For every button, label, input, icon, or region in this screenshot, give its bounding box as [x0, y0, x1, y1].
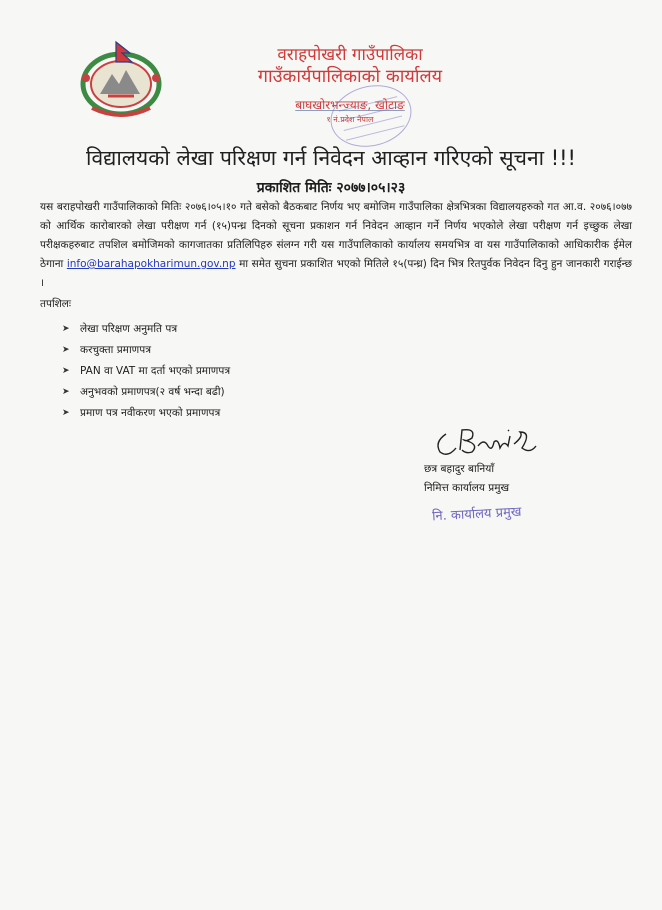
- arrow-bullet-icon: ➤: [62, 386, 70, 397]
- arrow-bullet-icon: ➤: [62, 407, 70, 418]
- office-address: बाघखोरभन्ज्याङ, खोटाङ: [295, 98, 405, 112]
- arrow-bullet-icon: ➤: [62, 365, 70, 376]
- notice-body-text: यस बराहपोखरी गाउँपालिकाको मितिः २०७६।०५।१० गते बसेको बैठकबाट निर्णय भए बमोजिम गाउँपालिका क्षेत्रभित्रका विद्यालयहरुको गत आ.व. २०७६।०७७ को आर्थिक कारोबारको लेखा परीक्षण गर्न (१५)पन्ध्र दिनको सूचना प्रकाशन गर्न निवेदन आव्हान गर्ने निर्णय भएकोले लेखा परीक्षण गर्न इच्छुक लेखा परीक्षकहरुबाट तपशिल बमोजिमको कागजातका प्रतिलिपिहरु संलग्न गरी यस गाउँपालिकाको कार्यालय समयभित्र वा यस गाउँपालिकाको आधिकारीक ईमेल ठेगाना: [40, 201, 632, 270]
- list-item: ➤ PAN वा VAT मा दर्ता भएको प्रमाणपत्र: [62, 364, 231, 377]
- municipality-name: वराहपोखरी गाउँपालिका: [277, 45, 423, 65]
- details-label: तपशिलः: [40, 298, 72, 310]
- arrow-bullet-icon: ➤: [62, 344, 70, 355]
- list-item: ➤ लेखा परिक्षण अनुमति पत्र: [62, 322, 178, 335]
- signatory-name: छत्र बहादुर बानियाँ: [424, 463, 495, 475]
- published-date: प्रकाशित मितिः २०७७।०५।२३: [256, 180, 406, 196]
- province-name: १ नं.प्रदेश नेपाल: [326, 115, 374, 124]
- office-name: गाउँकार्यपालिकाको कार्यालय: [257, 66, 443, 87]
- required-documents-list: [62, 318, 230, 423]
- signatory-designation: निमित्त कार्यालय प्रमुख: [424, 482, 510, 494]
- list-item: ➤ प्रमाण पत्र नवीकरण भएको प्रमाणपत्र: [62, 406, 221, 419]
- designation-seal: नि. कार्यालय प्रमुख: [431, 504, 522, 525]
- signatory-block: [424, 460, 509, 498]
- notice-body-text-end: मा समेत सुचना प्रकाशित भएको मितिले १५(पन्ध्र) दिन भित्र रितपुर्वक निवेदन दिनु हुन जानकारी गराईन्छ ।: [40, 258, 633, 289]
- notice-body: [40, 198, 632, 293]
- nepal-emblem-logo: [78, 38, 164, 118]
- handwritten-signature: [432, 418, 542, 462]
- notice-title: विद्यालयको लेखा परिक्षण गर्न निवेदन आव्हान गरिएको सूचना !!!: [86, 146, 576, 170]
- list-item: ➤ करचुक्ता प्रमाणपत्र: [62, 343, 152, 356]
- official-email-link[interactable]: info@barahapokharimun.gov.np: [66, 258, 236, 270]
- arrow-bullet-icon: ➤: [62, 323, 70, 334]
- list-item: ➤ अनुभवको प्रमाणपत्र(२ वर्ष भन्दा बढी): [62, 385, 225, 398]
